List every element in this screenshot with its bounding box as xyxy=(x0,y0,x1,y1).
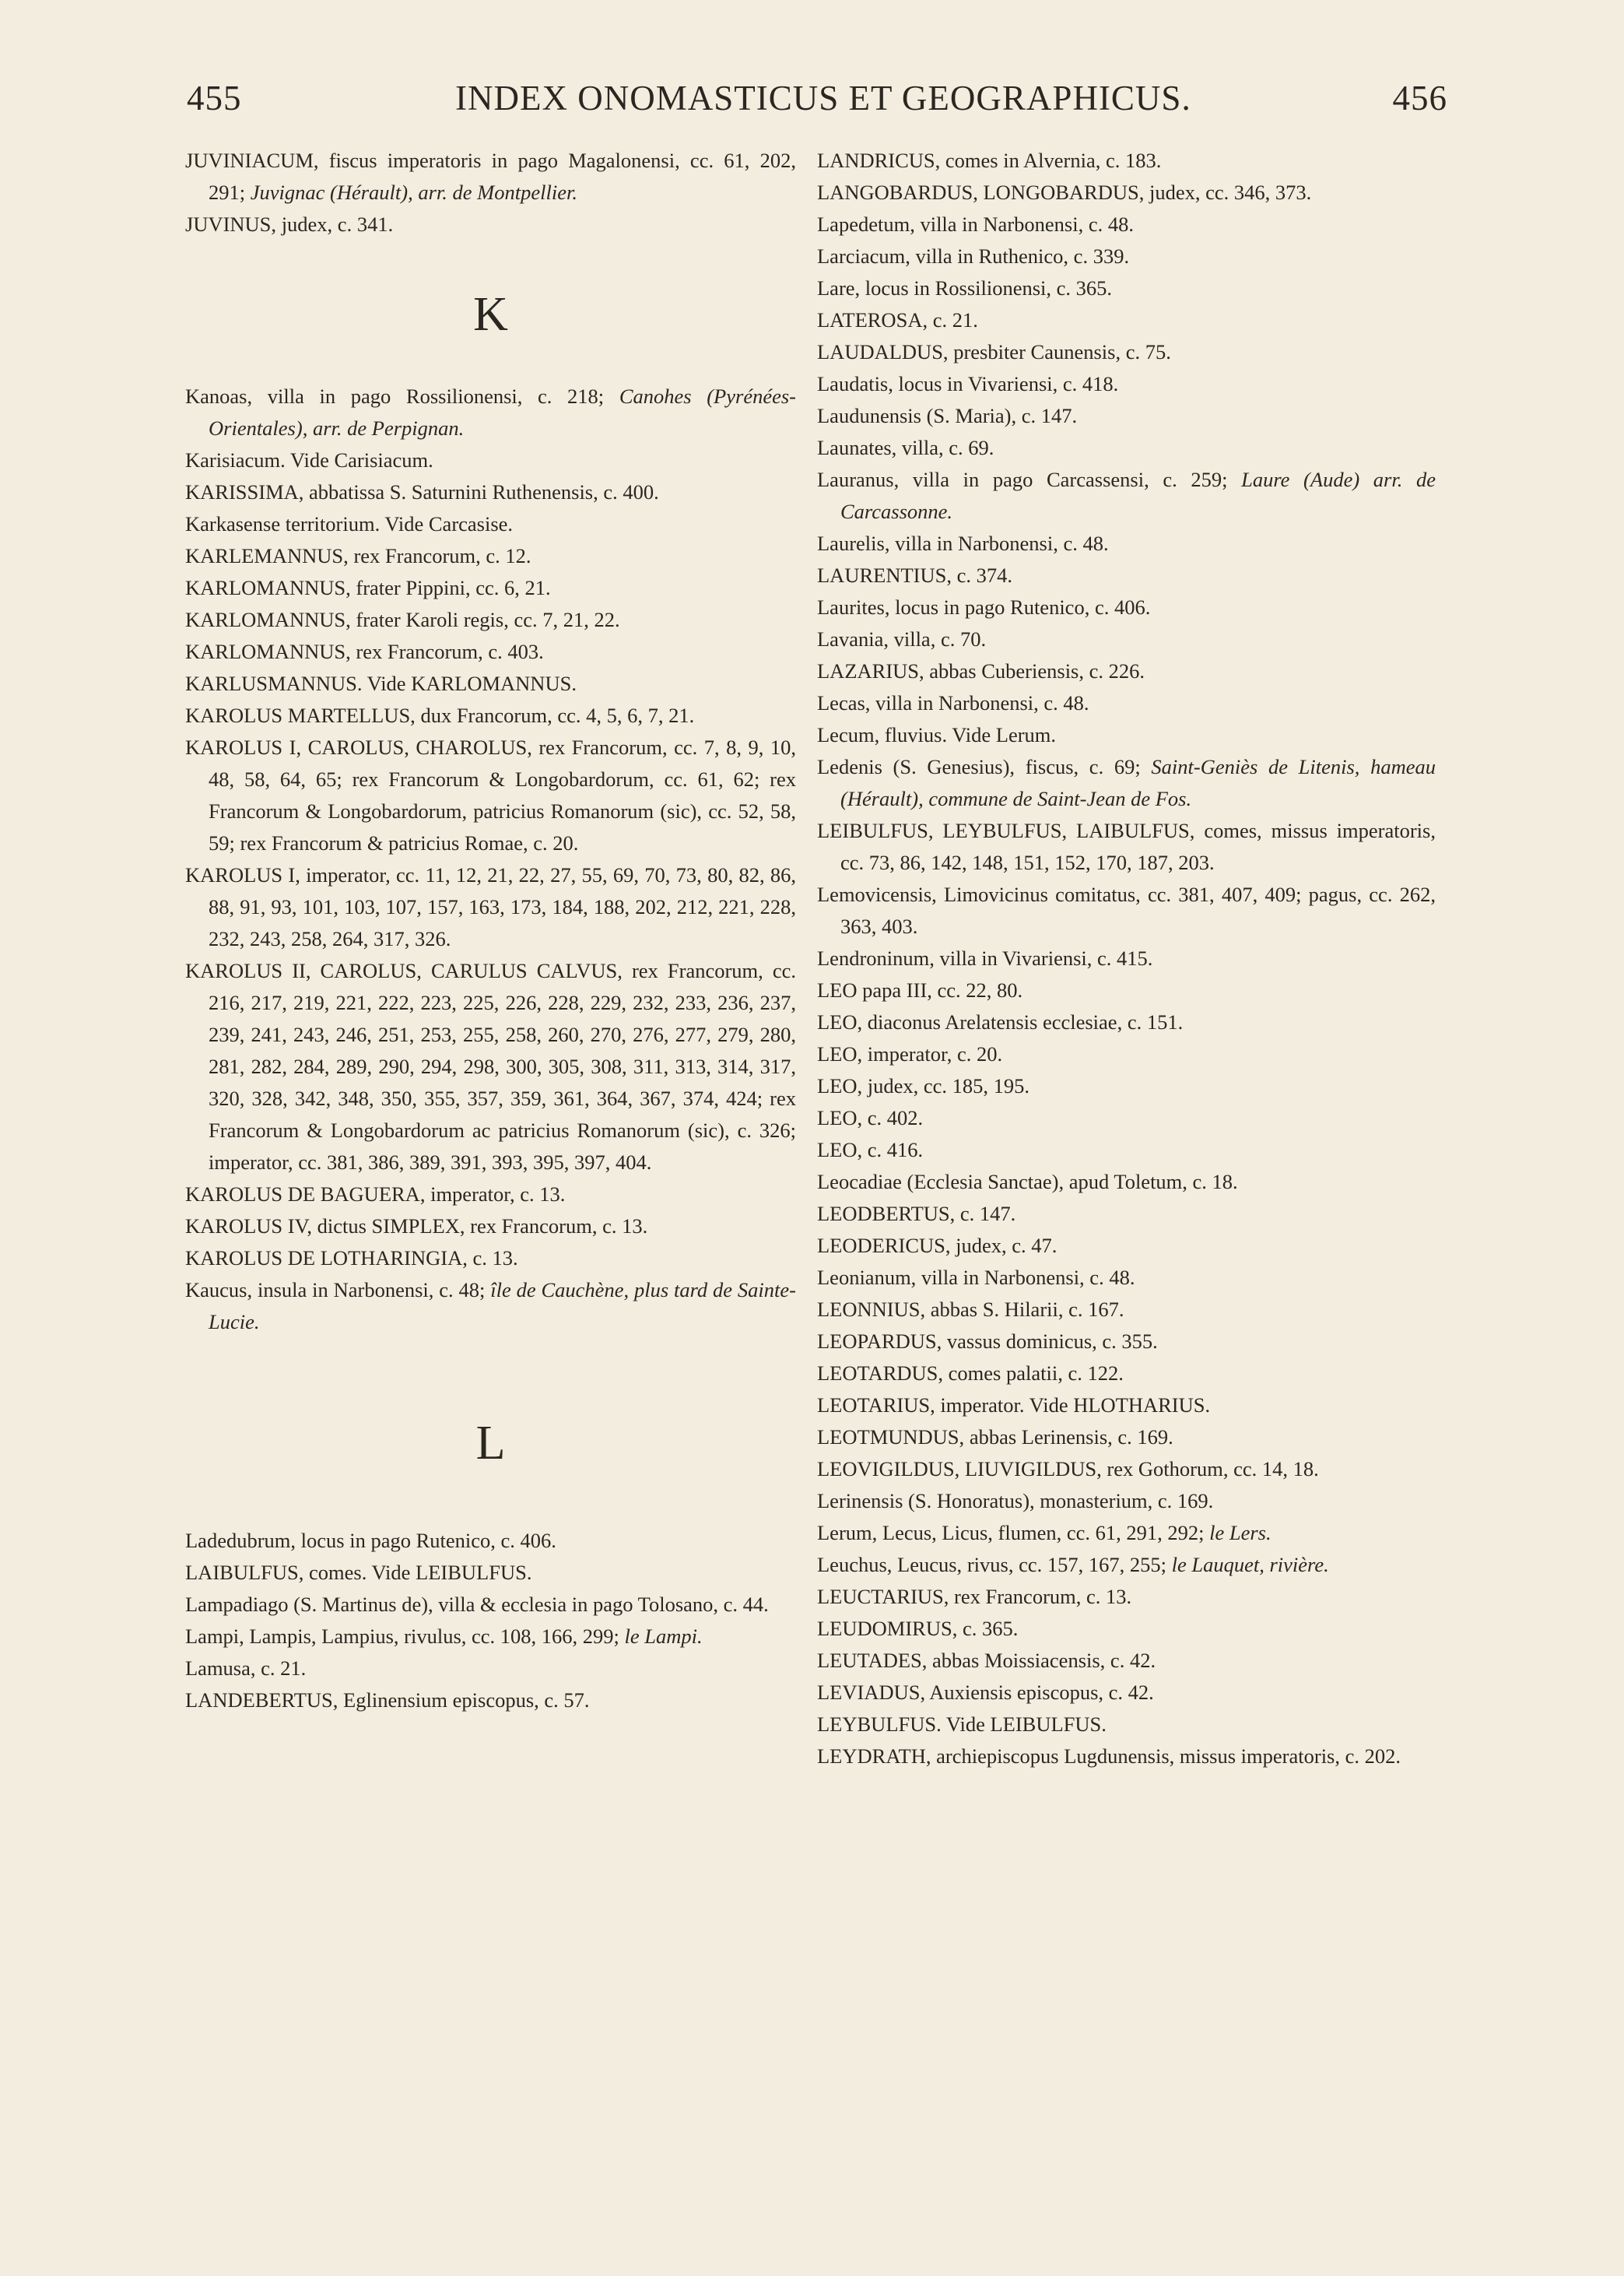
index-entry xyxy=(185,859,796,955)
entry-headword: LEOVIGILDUS, LIUVIGILDUS, xyxy=(817,1457,1102,1480)
index-entry xyxy=(817,1326,1436,1358)
entry-text: rex Francorum, c. 403. xyxy=(350,640,544,663)
entry-text: villa in pago Rossilionensi, c. 218; xyxy=(252,385,619,408)
entry-headword: LATEROSA, xyxy=(817,308,928,332)
entry-headword: LEONNIUS, xyxy=(817,1298,926,1321)
index-entry xyxy=(185,700,796,732)
page-number-left: 455 xyxy=(187,79,242,118)
entry-text: judex, cc. 185, 195. xyxy=(862,1074,1030,1098)
index-entry xyxy=(817,1645,1436,1677)
entry-text: imperator, c. 13. xyxy=(425,1182,566,1206)
entry-text: c. 147. xyxy=(955,1202,1016,1225)
entry-note: Canohes (Pyrénées-Orientales), arr. de Perpignan. xyxy=(209,385,796,440)
index-entry xyxy=(185,444,796,476)
entry-headword: Laurelis, xyxy=(817,532,890,555)
index-entry xyxy=(185,145,796,209)
running-title: INDEX ONOMASTICUS ET GEOGRAPHICUS. xyxy=(455,79,1191,118)
index-entry xyxy=(817,751,1436,815)
index-entry xyxy=(817,1038,1436,1070)
index-entry xyxy=(817,400,1436,432)
entry-note: Laure (Aude) arr. de Carcassonne. xyxy=(840,468,1436,523)
entry-headword: Lamusa, xyxy=(185,1656,256,1680)
entry-text: Vide LEIBULFUS. xyxy=(941,1712,1107,1736)
entry-text: locus in Vivariensi, c. 418. xyxy=(893,372,1119,395)
entry-headword: LEVIADUS, xyxy=(817,1681,926,1704)
index-entry xyxy=(817,1102,1436,1134)
entry-headword: Lerinensis xyxy=(817,1489,903,1512)
entry-headword: LAIBULFUS, xyxy=(185,1561,304,1584)
index-entry xyxy=(185,732,796,859)
entry-text: comes. Vide LEIBULFUS. xyxy=(303,1561,532,1584)
entry-text: villa in pago Carcassensi, c. 259; xyxy=(899,468,1242,491)
entry-text: (Ecclesia Sanctae), apud Toletum, c. 18. xyxy=(901,1170,1238,1193)
entry-text: territorium. Vide Carcasise. xyxy=(280,512,514,536)
index-entry xyxy=(817,623,1436,655)
entry-text: frater Karoli regis, cc. 7, 21, 22. xyxy=(350,608,620,631)
index-entry xyxy=(817,177,1436,209)
entry-text: villa in Narbonensi, c. 48. xyxy=(889,532,1109,555)
index-entry xyxy=(817,560,1436,592)
entry-text: villa in Narbonensi, c. 48. xyxy=(870,691,1089,715)
entry-headword: Lecas, xyxy=(817,691,871,715)
index-entry xyxy=(817,879,1436,943)
entry-headword: Lapedetum, xyxy=(817,212,915,236)
index-entry xyxy=(817,655,1436,687)
section-letter-l: L xyxy=(475,1417,506,1470)
entry-text: dux Francorum, cc. 4, 5, 6, 7, 21. xyxy=(415,704,695,727)
index-entry xyxy=(817,464,1436,528)
entry-text: rex Francorum, c. 12. xyxy=(348,544,531,567)
entry-headword: KAROLUS IV, xyxy=(185,1214,312,1238)
entry-headword: Ledenis xyxy=(817,755,882,778)
entry-text: Eglinensium episcopus, c. 57. xyxy=(338,1688,590,1712)
entry-text: archiepiscopus Lugdunensis, missus imperatoris, c. 202. xyxy=(931,1744,1401,1768)
entry-headword: Larciacum, xyxy=(817,244,910,268)
index-entry xyxy=(817,241,1436,272)
entry-headword: LANDRICUS, xyxy=(817,149,941,172)
entry-headword: Ladedubrum, xyxy=(185,1529,296,1552)
index-entry xyxy=(817,1709,1436,1740)
index-entry xyxy=(817,1006,1436,1038)
entry-text: fiscus imperatoris in pago Magalonensi, cc. 61, 202, 291; xyxy=(209,149,796,204)
entry-text: (S. Genesius), fiscus, c. 69; xyxy=(882,755,1152,778)
entry-headword: Karkasense xyxy=(185,512,281,536)
section-letter-k: K xyxy=(473,288,508,341)
entry-text: villa in Ruthenico, c. 339. xyxy=(910,244,1130,268)
index-entry xyxy=(817,209,1436,241)
entry-text: comes palatii, c. 122. xyxy=(943,1361,1124,1385)
index-entry xyxy=(817,304,1436,336)
index-entry xyxy=(817,368,1436,400)
index-entry xyxy=(185,1653,796,1684)
entry-text: villa, c. 70. xyxy=(888,627,987,651)
entry-text: comes in Alvernia, c. 183. xyxy=(940,149,1162,172)
index-entry xyxy=(185,604,796,636)
entry-text: c. 365. xyxy=(957,1617,1019,1640)
entry-headword: KARLOMANNUS, xyxy=(185,640,351,663)
index-entry xyxy=(185,381,796,444)
entry-headword: KARLEMANNUS, xyxy=(185,544,349,567)
entry-headword: JUVINUS, xyxy=(185,212,277,236)
entry-headword: LEUTADES, xyxy=(817,1649,928,1672)
entry-headword: LEYBULFUS. xyxy=(817,1712,942,1736)
entry-text: comitatus, cc. 381, 407, 409; pagus, cc. 262, 363, 403. xyxy=(840,883,1436,938)
entry-note: île de Cauchène, plus tard de Sainte-Lucie. xyxy=(209,1278,796,1333)
index-entry xyxy=(185,1621,796,1653)
entry-text: presbiter Caunensis, c. 75. xyxy=(948,340,1171,364)
entry-headword: KAROLUS II, CAROLUS, CARULUS CALVUS, xyxy=(185,959,623,982)
entry-text: c. 13. xyxy=(467,1246,518,1270)
entry-headword: LAZARIUS, xyxy=(817,659,924,683)
index-entry xyxy=(817,1262,1436,1294)
entry-headword: LEUDOMIRUS, xyxy=(817,1617,958,1640)
index-entry xyxy=(185,1525,796,1557)
entry-headword: Karisiacum. xyxy=(185,448,286,472)
entry-headword: Leuchus, Leucus, xyxy=(817,1553,963,1576)
entry-text: abbas Lerinensis, c. 169. xyxy=(964,1425,1173,1449)
index-entry xyxy=(185,476,796,508)
index-entry xyxy=(817,1198,1436,1230)
entry-headword: KARISSIMA, xyxy=(185,480,304,504)
entry-headword: Laudunensis xyxy=(817,404,921,427)
entry-headword: Lavania, xyxy=(817,627,889,651)
entry-headword: LAURENTIUS, xyxy=(817,564,952,587)
entry-text: rivus, cc. 157, 167, 255; xyxy=(962,1553,1172,1576)
entry-headword: KAROLUS I, CAROLUS, CHAROLUS, xyxy=(185,736,532,759)
entry-headword: Lauranus, xyxy=(817,468,900,491)
index-entry xyxy=(817,1485,1436,1517)
entry-text: locus in Rossilionensi, c. 365. xyxy=(860,276,1113,300)
index-entry xyxy=(817,592,1436,623)
entry-text: c. 374. xyxy=(951,564,1012,587)
entry-text: c. 21. xyxy=(255,1656,307,1680)
entry-headword: LEOTARIUS, xyxy=(817,1393,935,1417)
index-entry xyxy=(185,508,796,540)
index-entry xyxy=(185,1684,796,1716)
entry-text: Vide KARLOMANNUS. xyxy=(362,672,577,695)
entry-text: villa in Narbonensi, c. 48. xyxy=(916,1266,1135,1289)
entry-text: rivulus, cc. 108, 166, 299; xyxy=(398,1624,625,1648)
entry-text: abbatissa S. Saturnini Ruthenensis, c. 400. xyxy=(303,480,659,504)
entry-headword: LEO, xyxy=(817,1010,863,1034)
entry-text: locus in pago Rutenico, c. 406. xyxy=(889,595,1151,619)
entry-text: abbas S. Hilarii, c. 167. xyxy=(925,1298,1124,1321)
entry-headword: KARLOMANNUS, xyxy=(185,576,351,599)
entry-headword: Laudatis, xyxy=(817,372,893,395)
entry-headword: Lerum, Lecus, Licus, xyxy=(817,1521,993,1544)
index-entry xyxy=(817,1070,1436,1102)
entry-text: flumen, cc. 61, 291, 292; xyxy=(992,1521,1210,1544)
entry-headword: LEO, xyxy=(817,1106,863,1129)
entry-headword: LEO, xyxy=(817,1074,863,1098)
entry-note: Saint-Geniès de Litenis, hameau (Hérault), commune de Saint-Jean de Fos. xyxy=(840,755,1436,810)
entry-headword: KARLUSMANNUS. xyxy=(185,672,363,695)
entry-headword: Kanoas, xyxy=(185,385,253,408)
entry-headword: Lemovicensis, Limovicinus xyxy=(817,883,1048,906)
index-entry xyxy=(817,1453,1436,1485)
entry-headword: LANDEBERTUS, xyxy=(185,1688,338,1712)
left-column xyxy=(185,145,796,1716)
entry-text: locus in pago Rutenico, c. 406. xyxy=(296,1529,556,1552)
entry-text: c. 402. xyxy=(862,1106,924,1129)
index-entry xyxy=(185,636,796,668)
entry-headword: LANGOBARDUS, LONGOBARDUS, xyxy=(817,181,1145,204)
entry-headword: KARLOMANNUS, xyxy=(185,608,351,631)
entry-text: Vide Carisiacum. xyxy=(285,448,433,472)
entry-text: frater Pippini, cc. 6, 21. xyxy=(350,576,551,599)
entry-note: le Lampi. xyxy=(624,1624,703,1648)
index-entry xyxy=(817,1166,1436,1198)
entry-headword: LEOPARDUS, xyxy=(817,1329,942,1353)
entry-headword: Lampadiago xyxy=(185,1593,289,1616)
entry-text: villa in Narbonensi, c. 48. xyxy=(914,212,1134,236)
index-entry xyxy=(817,1421,1436,1453)
entry-headword: KAROLUS DE BAGUERA, xyxy=(185,1182,426,1206)
entry-text: insula in Narbonensi, c. 48; xyxy=(252,1278,491,1301)
entry-text: c. 416. xyxy=(862,1138,924,1161)
entry-headword: Leonianum, xyxy=(817,1266,917,1289)
entries-k xyxy=(185,381,796,1338)
entries-l-continued xyxy=(817,145,1436,1772)
index-entry xyxy=(817,1358,1436,1389)
index-entry xyxy=(185,668,796,700)
entry-text: diaconus Arelatensis ecclesiae, c. 151. xyxy=(862,1010,1184,1034)
index-entry xyxy=(817,1740,1436,1772)
entry-headword: Launates, xyxy=(817,436,897,459)
entry-text: judex, c. 341. xyxy=(276,212,394,236)
entry-text: rex Francorum, cc. 7, 8, 9, 10, 48, 58, 64, 65; rex Francorum & Longobardorum, cc. 61, 62; rex Francorum & Longobardorum, patricius Romanorum (sic), cc. 52, 58, 59; rex Francorum & patricius Romae, c. 20. xyxy=(209,736,796,855)
index-entry xyxy=(185,1178,796,1210)
entries-l xyxy=(185,1525,796,1716)
entry-text: villa, c. 69. xyxy=(896,436,994,459)
index-entry xyxy=(185,572,796,604)
index-entry xyxy=(185,1274,796,1338)
entry-headword: KAROLUS DE LOTHARINGIA, xyxy=(185,1246,468,1270)
entry-text: comes, missus imperatoris, cc. 73, 86, 142, 148, 151, 152, 170, 187, 203. xyxy=(840,819,1436,874)
entry-headword: LEODERICUS, xyxy=(817,1234,951,1257)
index-entry xyxy=(185,1589,796,1621)
entry-text: vassus dominicus, c. 355. xyxy=(942,1329,1158,1353)
index-entry xyxy=(817,1294,1436,1326)
entry-note: le Lauquet, rivière. xyxy=(1171,1553,1329,1576)
right-column xyxy=(817,145,1436,1772)
entry-text: papa III, cc. 22, 80. xyxy=(857,978,1023,1002)
entry-text: dictus SIMPLEX, rex Francorum, c. 13. xyxy=(311,1214,648,1238)
running-header xyxy=(187,78,1447,125)
entry-headword: KAROLUS I, xyxy=(185,863,300,887)
index-entry xyxy=(185,540,796,572)
index-entry xyxy=(817,687,1436,719)
entry-headword: Laurites, xyxy=(817,595,890,619)
entry-text: rex Francorum, c. 13. xyxy=(949,1585,1132,1608)
entry-headword: LEO, xyxy=(817,1138,863,1161)
index-entry xyxy=(817,1230,1436,1262)
entry-headword: LEO xyxy=(817,978,858,1002)
index-entry xyxy=(817,815,1436,879)
entry-text: rex Gothorum, cc. 14, 18. xyxy=(1101,1457,1319,1480)
entry-headword: LEODBERTUS, xyxy=(817,1202,956,1225)
entry-headword: LEIBULFUS, LEYBULFUS, LAIBULFUS, xyxy=(817,819,1195,842)
entry-text: imperator, c. 20. xyxy=(862,1042,1003,1066)
index-entry xyxy=(817,432,1436,464)
page-number-right: 456 xyxy=(1392,79,1447,118)
index-entry xyxy=(817,272,1436,304)
index-entry xyxy=(185,955,796,1178)
entry-headword: LEUCTARIUS, xyxy=(817,1585,949,1608)
entry-text: (S. Honoratus), monasterium, c. 169. xyxy=(903,1489,1214,1512)
entry-text: judex, cc. 346, 373. xyxy=(1144,181,1312,204)
entry-headword: Leocadiae xyxy=(817,1170,902,1193)
index-entry xyxy=(185,1557,796,1589)
entry-text: abbas Cuberiensis, c. 226. xyxy=(924,659,1145,683)
index-entry xyxy=(817,1549,1436,1581)
entry-headword: LEOTMUNDUS, xyxy=(817,1425,965,1449)
index-entry xyxy=(185,209,796,241)
index-entry xyxy=(817,1677,1436,1709)
index-entry xyxy=(817,719,1436,751)
entry-headword: Kaucus, xyxy=(185,1278,253,1301)
entry-headword: LEOTARDUS, xyxy=(817,1361,944,1385)
entry-text: rex Francorum, cc. 216, 217, 219, 221, 222, 223, 225, 226, 228, 229, 232, 233, 236, 237, 239, 241, 243, 246, 251, 253, 255, 258, 260, 270, 276, 277, 279, 280, 281, 282, 284, 289, 290, 294, 298, 300, 305, 308, 311, 313, 314, 317, 320, 328, 342, 348, 350, 355, 357, 359, 361, 364, 367, 374, 424; rex Francorum & Longobardorum ac patricius Romanorum (sic), c. 326; imperator, cc. 381, 386, 389, 391, 393, 395, 397, 404. xyxy=(209,959,796,1174)
index-entry xyxy=(817,145,1436,177)
entry-headword: KAROLUS MARTELLUS, xyxy=(185,704,416,727)
entry-text: abbas Moissiacensis, c. 42. xyxy=(927,1649,1156,1672)
index-entry xyxy=(185,1242,796,1274)
index-entry xyxy=(817,1134,1436,1166)
entry-text: (S. Martinus de), villa & ecclesia in pago Tolosano, c. 44. xyxy=(288,1593,769,1616)
entry-text: fluvius. Vide Lerum. xyxy=(879,723,1057,746)
entry-headword: LAUDALDUS, xyxy=(817,340,949,364)
index-entry xyxy=(817,1581,1436,1613)
entry-text: c. 21. xyxy=(928,308,978,332)
entry-text: villa in Vivariensi, c. 415. xyxy=(934,947,1153,970)
entry-text: (S. Maria), c. 147. xyxy=(921,404,1078,427)
index-entry xyxy=(817,528,1436,560)
index-entry xyxy=(817,1613,1436,1645)
entry-text: Auxiensis episcopus, c. 42. xyxy=(925,1681,1154,1704)
entry-headword: LEYDRATH, xyxy=(817,1744,931,1768)
entry-headword: Lare, xyxy=(817,276,861,300)
entries-before-k xyxy=(185,145,796,241)
entry-headword: Lendroninum, xyxy=(817,947,935,970)
entry-headword: Lampi, Lampis, Lampius, xyxy=(185,1624,399,1648)
index-entry xyxy=(817,336,1436,368)
entry-headword: JUVINIACUM, xyxy=(185,149,319,172)
index-entry xyxy=(185,1210,796,1242)
entry-headword: Lecum, xyxy=(817,723,880,746)
entry-text: imperator. Vide HLOTHARIUS. xyxy=(935,1393,1211,1417)
entry-note: Juvignac (Hérault), arr. de Montpellier. xyxy=(250,181,577,204)
entry-headword: LEO, xyxy=(817,1042,863,1066)
index-entry xyxy=(817,975,1436,1006)
entry-text: judex, c. 47. xyxy=(950,1234,1058,1257)
index-entry xyxy=(817,1517,1436,1549)
entry-note: le Lers. xyxy=(1209,1521,1271,1544)
index-entry xyxy=(817,1389,1436,1421)
entry-text: imperator, cc. 11, 12, 21, 22, 27, 55, 69, 70, 73, 80, 82, 86, 88, 91, 93, 101, 103, 107, 157, 163, 173, 184, 188, 202, 212, 221, 228, 232, 243, 258, 264, 317, 326. xyxy=(209,863,796,950)
index-entry xyxy=(817,943,1436,975)
